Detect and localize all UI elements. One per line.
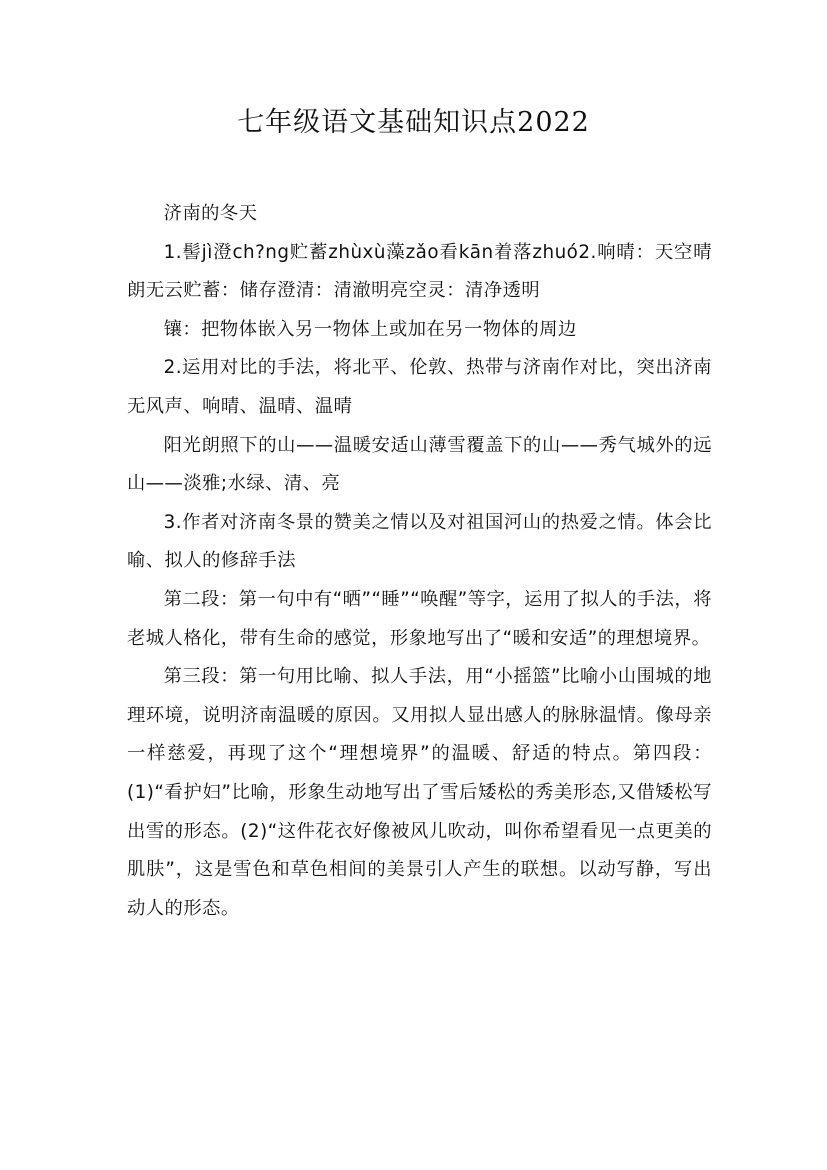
paragraph-third-section: 第三段：第一句用比喻、拟人手法，用“小摇篮”比喻小山围城的地理环境，说明济南温暖的原因。又用拟人显出感人的脉脉温情。像母亲一样慈爱，再现了这个“理想境界”的温暖、舒适的特点。第四段：(1)“看护妇”比喻，形象生动地写出了雪后矮松的秀美形态,又借矮松写出雪的形态。(2)“这件花衣好像被风儿吹动，叫你希望看见一点更美的肌肤”，这是雪色和草色相间的美景引人产生的联想。以动写静，写出动人的形态。 — [127, 666, 712, 919]
document-title: 七年级语文基础知识点2022 — [237, 107, 590, 138]
paragraph-vocabulary: 1.髻jì澄ch?ng贮蓄zhùxù藻zǎo看kān着落zhuó2.响晴：天空晴朗无云贮蓄：储存澄清：清澈明亮空灵：清净透明 — [127, 241, 712, 302]
paragraph-second-section: 第二段：第一句中有“晒”“睡”“唤醒”等字，运用了拟人的手法，将老城人格化，带有生命的感觉，形象地写出了“暖和安适”的理想境界。 — [127, 588, 712, 649]
paragraph-mountains: 阳光朗照下的山——温暖安适山薄雪覆盖下的山——秀气城外的远山——淡雅;水绿、清、亮 — [127, 434, 712, 495]
document-body — [127, 195, 712, 928]
paragraph-definition: 镶：把物体嵌入另一物体上或加在另一物体的周边 — [163, 318, 577, 340]
paragraph-theme: 3.作者对济南冬景的赞美之情以及对祖国河山的热爱之情。体会比喻、拟人的修辞手法 — [127, 511, 712, 572]
paragraph-contrast: 2.运用对比的手法，将北平、伦敦、热带与济南作对比，突出济南无风声、响晴、温晴、温晴 — [127, 357, 712, 417]
section-heading: 济南的冬天 — [163, 203, 258, 224]
